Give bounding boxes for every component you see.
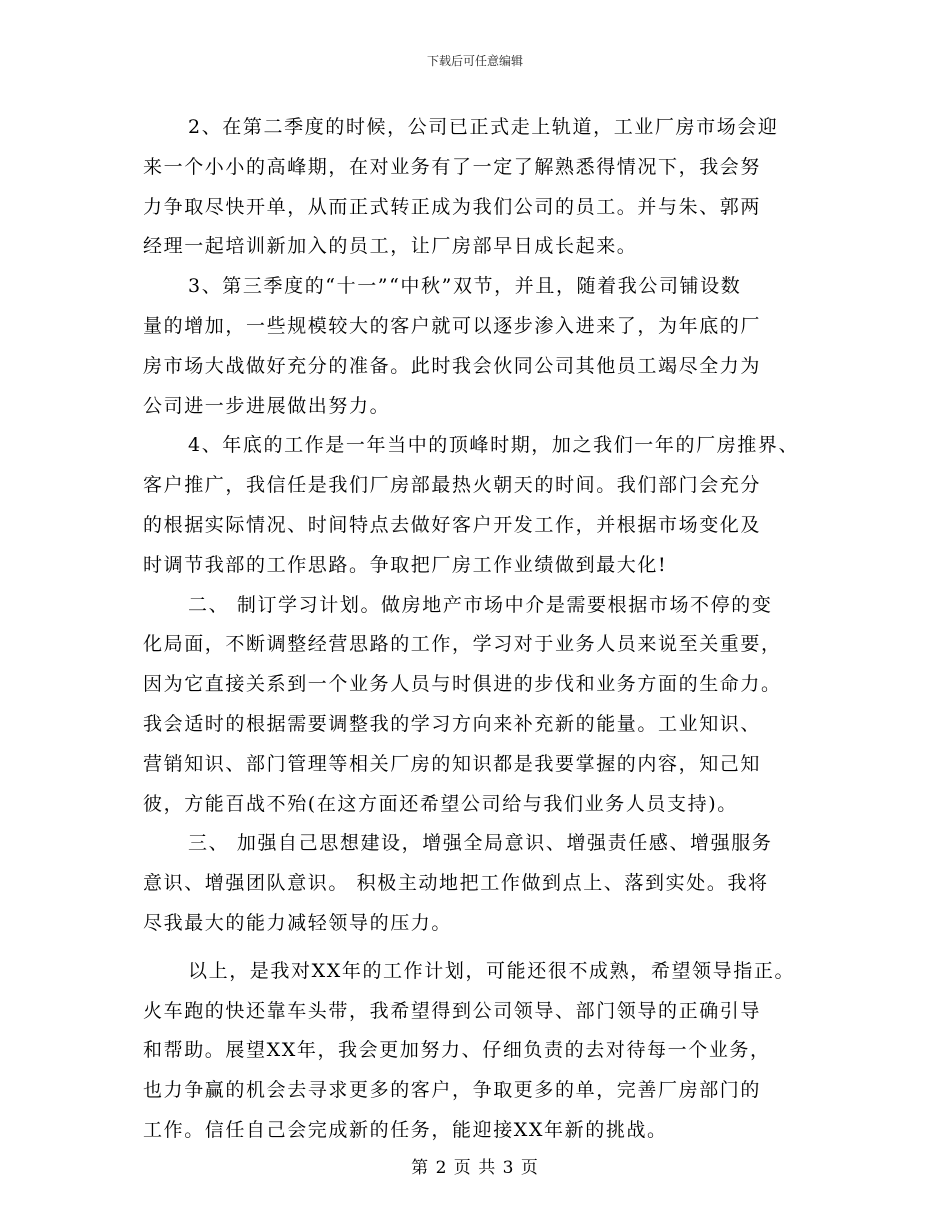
paragraph-4-line-4: 时调节我部的工作思路。争取把厂房工作业绩做到最大化!: [143, 553, 668, 576]
paragraph-4-line-2: 客户推广，我信任是我们厂房部最热火朝天的时间。我们部门会充分: [143, 474, 762, 497]
section-three-line-2: 意识、增强团队意识。 积极主动地把工作做到点上、落到实处。我将: [143, 872, 769, 895]
conclusion-line-4: 也力争赢的机会去寻求更多的客户，争取更多的单，完善厂房部门的: [143, 1079, 762, 1102]
section-three-line-3: 尽我最大的能力减轻领导的压力。: [143, 911, 453, 934]
paragraph-2-line-3: 力争取尽快开单，从而正式转正成为我们公司的员工。并与朱、郭两: [143, 195, 762, 218]
paragraph-2-line-1: 2、在第二季度的时候，公司已正式走上轨道，工业厂房市场会迎: [188, 116, 779, 138]
page-number-footer: 第 2 页 共 3 页: [411, 1158, 539, 1178]
paragraph-4-line-3: 的根据实际情况、时间特点去做好客户开发工作，并根据市场变化及: [143, 513, 762, 536]
section-two-line-1: 二、 制订学习计划。做房地产市场中介是需要根据市场不停的变: [188, 593, 773, 616]
section-two-line-5: 营销知识、部门管理等相关厂房的知识都是我要掌握的内容，知己知: [143, 752, 762, 775]
paragraph-3-line-1: 3、第三季度的“十一”“中秋”双节，并且，随着我公司铺设数: [188, 275, 742, 298]
conclusion-line-1: 以上，是我对XX年的工作计划，可能还很不成熟，希望领导指正。: [188, 959, 796, 982]
page-header-note: 下载后可任意编辑: [426, 54, 523, 68]
conclusion-line-3: 和帮助。展望XX年，我会更加努力、仔细负责的去对待每一个业务，: [143, 1039, 771, 1062]
section-three-line-1: 三、 加强自己思想建设，增强全局意识、增强责任感、增强服务: [188, 832, 773, 855]
conclusion-line-2: 火车跑的快还靠车头带，我希望得到公司领导、部门领导的正确引导: [143, 999, 762, 1022]
paragraph-3-line-2: 量的增加，一些规模较大的客户就可以逐步渗入进来了，为年底的厂: [143, 314, 762, 337]
paragraph-3-line-3: 房市场大战做好充分的准备。此时我会伙同公司其他员工竭尽全力为: [143, 354, 762, 377]
conclusion-line-5: 工作。信任自己会完成新的任务，能迎接XX年新的挑战。: [143, 1118, 668, 1141]
document-body: [143, 108, 833, 1151]
section-two-line-3: 因为它直接关系到一个业务人员与时俱进的步伐和业务方面的生命力。: [143, 673, 782, 696]
paragraph-2-line-4: 经理一起培训新加入的员工，让厂房部早日成长起来。: [143, 235, 638, 258]
paragraph-3-line-4: 公司进一步进展做出努力。: [143, 394, 391, 417]
section-two-line-4: 我会适时的根据需要调整我的学习方向来补充新的能量。工业知识、: [143, 712, 762, 735]
section-two-line-6: 彼，方能百战不殆(在这方面还希望公司给与我们业务人员支持)。: [143, 792, 738, 815]
paragraph-4-line-1: 4、年底的工作是一年当中的顶峰时期，加之我们一年的厂房推界、: [188, 434, 800, 457]
section-two-line-2: 化局面，不断调整经营思路的工作，学习对于业务人员来说至关重要，: [143, 633, 782, 656]
paragraph-2-line-2: 来一个小小的高峰期，在对业务有了一定了解熟悉得情况下，我会努: [143, 155, 762, 178]
